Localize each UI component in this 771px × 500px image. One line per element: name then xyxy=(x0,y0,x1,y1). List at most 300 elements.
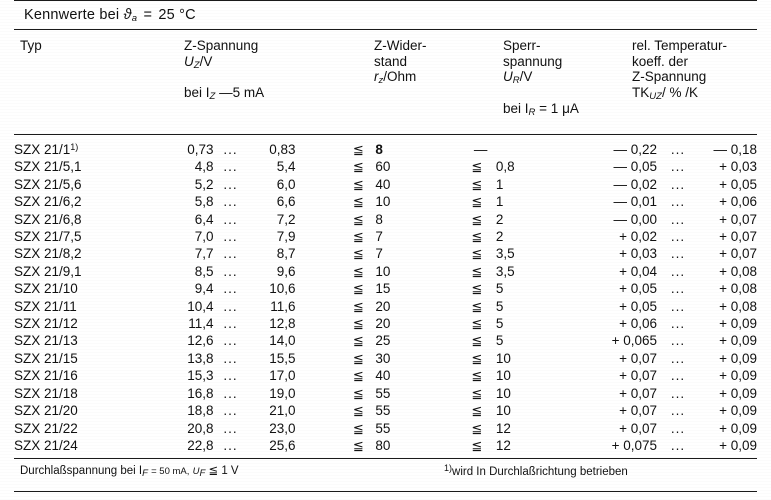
table-body xyxy=(14,139,757,454)
cell-reverse-voltage xyxy=(466,139,585,158)
table-row xyxy=(14,298,757,315)
tk-min: — 0,22 xyxy=(613,142,657,157)
cell-zener-resistance xyxy=(347,211,466,228)
cell-zener-resistance xyxy=(347,263,466,280)
cell-zener-voltage xyxy=(160,263,348,280)
tk-max: + 0,09 xyxy=(719,437,757,453)
rz-value: 40 xyxy=(375,176,391,192)
header-typ-line1: Typ xyxy=(20,38,42,53)
uz-max: 6,0 xyxy=(276,176,296,192)
cell-zener-resistance xyxy=(347,228,466,245)
table-row xyxy=(14,211,757,228)
rz-less-equal: ≦ xyxy=(352,211,364,227)
uz-range-dots: ... xyxy=(223,142,238,157)
ur-less-equal: ≦ xyxy=(471,368,483,384)
ur-less-equal: ≦ xyxy=(471,263,483,279)
header-rz-unit: /Ohm xyxy=(383,69,417,84)
rz-less-equal: ≦ xyxy=(352,333,364,349)
uz-range-dots: ... xyxy=(223,298,238,314)
tk-max: + 0,07 xyxy=(719,211,757,227)
caption-equals: = xyxy=(143,7,153,23)
cell-temperature-coefficient xyxy=(585,158,757,175)
table-row xyxy=(14,139,757,158)
cell-reverse-voltage xyxy=(466,158,585,175)
cell-temperature-coefficient xyxy=(585,263,757,280)
rz-less-equal: ≦ xyxy=(352,194,364,210)
cell-zener-voltage xyxy=(160,367,348,384)
footnote-left-value: ≦ 1 V xyxy=(208,465,239,478)
type-label: SZX 21/16 xyxy=(14,368,78,384)
tk-range-dots: ... xyxy=(670,229,686,245)
cell-zener-resistance xyxy=(347,176,466,193)
type-label: SZX 21/6,8 xyxy=(14,211,82,227)
cell-zener-voltage xyxy=(160,176,348,193)
tk-range-dots: ... xyxy=(670,333,686,349)
footnote-right-sup: 1) xyxy=(444,463,453,474)
uz-max: 9,6 xyxy=(276,263,296,279)
cell-temperature-coefficient xyxy=(585,385,757,402)
tk-max: + 0,08 xyxy=(719,281,757,297)
tk-range-dots: ... xyxy=(670,420,686,436)
uz-range-dots: ... xyxy=(223,194,238,210)
ur-less-equal: ≦ xyxy=(471,194,483,210)
footnote-right-text: wird In Durchlaßrichtung betrieben xyxy=(452,466,628,479)
rz-less-equal: ≦ xyxy=(352,420,364,436)
header-col-tk xyxy=(632,38,727,104)
ur-less-equal: ≦ xyxy=(471,229,483,245)
tk-range-dots: ... xyxy=(670,194,686,210)
cell-type xyxy=(14,315,160,332)
cell-zener-resistance xyxy=(347,298,466,315)
cell-zener-resistance xyxy=(347,315,466,332)
cell-zener-voltage xyxy=(160,245,348,262)
tk-max: + 0,06 xyxy=(719,194,757,210)
header-uz-line1: Z-Spannung xyxy=(184,38,259,53)
uz-range-dots: ... xyxy=(223,159,238,175)
uz-max: 6,6 xyxy=(276,194,296,210)
rz-less-equal: ≦ xyxy=(352,229,364,245)
header-tk-line2: koeff. der xyxy=(632,53,689,69)
cell-zener-voltage xyxy=(160,211,348,228)
header-col-rz xyxy=(374,38,427,89)
uz-min: 12,6 xyxy=(187,333,214,349)
uz-max: 19,0 xyxy=(269,385,296,401)
cell-temperature-coefficient xyxy=(585,139,757,158)
tk-min: + 0,04 xyxy=(619,263,657,279)
table-row xyxy=(14,420,757,437)
tk-min: — 0,05 xyxy=(613,159,657,175)
tk-min: + 0,07 xyxy=(619,420,657,436)
cell-zener-resistance xyxy=(347,437,466,454)
tk-min: + 0,02 xyxy=(619,229,657,245)
cell-zener-voltage xyxy=(160,385,348,402)
header-ur-line1: Sperr- xyxy=(503,38,541,53)
header-ur-symbol: U xyxy=(503,69,513,84)
type-label: SZX 21/1 xyxy=(14,142,71,157)
header-rz-line1: Z-Wider- xyxy=(374,38,427,53)
ur-less-equal: ≦ xyxy=(471,176,483,192)
header-col-uz xyxy=(184,38,264,105)
tk-range-dots: ... xyxy=(670,142,686,157)
ur-less-equal: ≦ xyxy=(471,350,483,366)
tk-min: + 0,06 xyxy=(619,316,657,332)
characteristics-table xyxy=(14,139,757,454)
cell-reverse-voltage xyxy=(466,228,585,245)
cell-zener-resistance xyxy=(347,350,466,367)
type-label: SZX 21/8,2 xyxy=(14,246,82,262)
cell-temperature-coefficient xyxy=(585,315,757,332)
type-footnote-marker: 1) xyxy=(70,142,79,152)
table-caption xyxy=(14,1,757,29)
uz-max: 15,5 xyxy=(269,350,296,366)
type-label: SZX 21/18 xyxy=(14,385,78,401)
ur-value: 5 xyxy=(495,281,504,297)
rz-value: 55 xyxy=(375,420,391,436)
header-ur-symbol-sub: R xyxy=(512,75,520,86)
cell-type xyxy=(14,367,160,384)
type-label: SZX 21/6,2 xyxy=(14,194,82,210)
rz-value: 55 xyxy=(375,403,391,419)
table-row xyxy=(14,193,757,210)
ur-less-equal: ≦ xyxy=(471,437,483,453)
tk-range-dots: ... xyxy=(670,263,686,279)
header-tk-line3: Z-Spannung xyxy=(632,69,707,84)
cell-zener-resistance xyxy=(347,193,466,210)
cell-reverse-voltage xyxy=(466,193,585,210)
header-col-typ xyxy=(20,38,42,54)
cell-zener-resistance xyxy=(347,367,466,384)
uz-min: 13,8 xyxy=(187,350,214,366)
ur-less-equal: ≦ xyxy=(471,281,483,297)
cell-zener-voltage xyxy=(160,280,348,297)
cell-type xyxy=(14,298,160,315)
table-row xyxy=(14,437,757,454)
tk-min: + 0,07 xyxy=(619,368,657,384)
tk-max: + 0,09 xyxy=(719,403,757,419)
ur-less-equal: ≦ xyxy=(471,420,483,436)
rz-less-equal: ≦ xyxy=(352,385,364,401)
cell-zener-voltage xyxy=(160,315,348,332)
uz-min: 10,4 xyxy=(187,298,214,314)
table-row xyxy=(14,176,757,193)
type-label: SZX 21/5,6 xyxy=(14,176,82,192)
cell-zener-resistance xyxy=(347,280,466,297)
cell-type xyxy=(14,437,160,454)
cell-type xyxy=(14,332,160,349)
header-ur-cond-text: bei I xyxy=(503,100,529,116)
uz-min: 15,3 xyxy=(187,368,214,384)
type-label: SZX 21/15 xyxy=(14,350,78,366)
ur-value: 5 xyxy=(495,316,504,332)
header-ur-line3 xyxy=(503,69,579,89)
rz-less-equal: ≦ xyxy=(352,298,364,314)
cell-zener-resistance xyxy=(347,139,466,158)
table-footer xyxy=(14,459,757,485)
tk-min: + 0,07 xyxy=(619,350,657,366)
uz-max: 17,0 xyxy=(269,368,296,384)
cell-type xyxy=(14,263,160,280)
table-row xyxy=(14,367,757,384)
cell-zener-resistance xyxy=(347,158,466,175)
uz-max: 11,6 xyxy=(270,298,296,314)
table-row xyxy=(14,245,757,262)
header-tk-line1: rel. Temperatur- xyxy=(632,38,728,53)
ur-value: 12 xyxy=(495,420,511,436)
type-label: SZX 21/7,5 xyxy=(14,229,82,245)
ur-less-equal: ≦ xyxy=(471,298,483,314)
uz-max: 14,0 xyxy=(269,333,296,349)
table-row xyxy=(14,350,757,367)
header-ur-unit: /V xyxy=(519,69,533,84)
cell-reverse-voltage xyxy=(466,367,585,384)
cell-type xyxy=(14,211,160,228)
cell-temperature-coefficient xyxy=(585,437,757,454)
tk-min: + 0,075 xyxy=(611,437,657,453)
caption-text: Kennwerte bei xyxy=(24,7,120,23)
uz-min: 6,4 xyxy=(194,211,214,227)
cell-type xyxy=(14,228,160,245)
cell-temperature-coefficient xyxy=(585,280,757,297)
ur-value: 10 xyxy=(495,385,511,401)
header-ur-cond-sub: R xyxy=(528,106,536,118)
ur-less-equal: ≦ xyxy=(471,403,483,419)
uz-min: 7,0 xyxy=(194,229,214,245)
header-ur-line2: spannung xyxy=(503,53,563,69)
table-row xyxy=(14,158,757,175)
cell-type xyxy=(14,420,160,437)
rz-value: 10 xyxy=(375,194,391,210)
cell-type xyxy=(14,402,160,419)
tk-range-dots: ... xyxy=(670,246,686,262)
cell-type xyxy=(14,280,160,297)
header-uz-line2 xyxy=(184,54,264,74)
rz-less-equal: ≦ xyxy=(352,176,364,192)
footnote-forward-voltage xyxy=(20,463,239,479)
rz-less-equal: ≦ xyxy=(352,350,364,366)
cell-temperature-coefficient xyxy=(585,332,757,349)
header-uz-symbol-sub: Z xyxy=(193,59,200,71)
header-rz-symbol: r xyxy=(374,69,379,84)
ur-value: 3,5 xyxy=(495,263,515,279)
uz-min: 4,8 xyxy=(194,159,214,175)
ur-less-equal: ≦ xyxy=(471,246,483,262)
rz-value: 40 xyxy=(375,368,391,384)
uz-min: 20,8 xyxy=(187,420,214,436)
uz-max: 23,0 xyxy=(269,420,296,436)
tk-min: — 0,00 xyxy=(613,211,657,227)
tk-max: + 0,05 xyxy=(719,176,757,192)
ur-value: 0,8 xyxy=(495,159,515,175)
cell-zener-voltage xyxy=(160,298,348,315)
ur-value: 2 xyxy=(495,229,504,245)
tk-range-dots: ... xyxy=(670,368,686,384)
caption-value: 25 °C xyxy=(158,7,196,23)
tk-min: + 0,07 xyxy=(619,385,657,401)
ur-value: — xyxy=(473,142,488,157)
tk-range-dots: ... xyxy=(670,385,686,401)
table-row xyxy=(14,332,757,349)
uz-min: 11,4 xyxy=(188,316,214,332)
rz-value: 25 xyxy=(375,333,391,349)
rz-value: 8 xyxy=(375,142,383,157)
uz-range-dots: ... xyxy=(223,246,238,262)
uz-range-dots: ... xyxy=(223,385,238,401)
cell-type xyxy=(14,350,160,367)
rz-value: 30 xyxy=(375,350,391,366)
tk-max: + 0,09 xyxy=(719,333,757,349)
cell-zener-voltage xyxy=(160,193,348,210)
rz-less-equal: ≦ xyxy=(352,281,364,297)
uz-max: 7,9 xyxy=(276,229,296,245)
tk-range-dots: ... xyxy=(670,159,686,175)
cell-reverse-voltage xyxy=(466,211,585,228)
cell-zener-voltage xyxy=(160,158,348,175)
table-row xyxy=(14,280,757,297)
uz-range-dots: ... xyxy=(223,437,238,453)
tk-min: + 0,05 xyxy=(619,281,657,297)
tk-range-dots: ... xyxy=(670,211,686,227)
uz-min: 16,8 xyxy=(187,385,214,401)
header-uz-symbol: U xyxy=(184,53,194,69)
header-col-ur xyxy=(503,38,579,120)
ur-less-equal: ≦ xyxy=(471,385,483,401)
cell-type xyxy=(14,158,160,175)
type-label: SZX 21/11 xyxy=(14,298,77,314)
cell-zener-voltage xyxy=(160,228,348,245)
header-tk-symbol-sub: UZ xyxy=(649,90,662,102)
footnote-left-text: Durchlaßspannung bei I xyxy=(20,465,143,478)
tk-min: + 0,065 xyxy=(611,333,657,349)
uz-max: 8,7 xyxy=(276,246,296,262)
cell-zener-voltage xyxy=(160,402,348,419)
tk-max: + 0,09 xyxy=(719,316,757,332)
header-uz-cond-sub: Z xyxy=(209,91,216,102)
cell-type xyxy=(14,176,160,193)
cell-reverse-voltage xyxy=(466,315,585,332)
cell-temperature-coefficient xyxy=(585,193,757,210)
header-rz-symbol-sub: z xyxy=(378,75,384,86)
ur-less-equal: ≦ xyxy=(471,316,483,332)
uz-range-dots: ... xyxy=(223,333,238,349)
table-row xyxy=(14,263,757,280)
type-label: SZX 21/20 xyxy=(14,403,78,419)
tk-max: + 0,08 xyxy=(719,298,757,314)
page-bottom-rule xyxy=(14,491,757,492)
rz-less-equal: ≦ xyxy=(352,142,364,157)
type-label: SZX 21/10 xyxy=(14,281,78,297)
ur-value: 1 xyxy=(495,194,504,210)
ur-value: 10 xyxy=(495,403,511,419)
rz-value: 60 xyxy=(375,159,391,175)
table-header xyxy=(14,30,757,134)
table-row xyxy=(14,385,757,402)
uz-range-dots: ... xyxy=(223,176,238,192)
rz-value: 10 xyxy=(375,263,391,279)
rz-value: 7 xyxy=(375,246,383,262)
cell-reverse-voltage xyxy=(466,350,585,367)
cell-type xyxy=(14,245,160,262)
tk-max: + 0,07 xyxy=(719,229,757,245)
uz-range-dots: ... xyxy=(223,403,238,419)
footnote-marked-type xyxy=(444,463,628,478)
rz-value: 15 xyxy=(375,281,391,297)
uz-range-dots: ... xyxy=(223,350,238,366)
tk-range-dots: ... xyxy=(670,350,686,366)
cell-reverse-voltage xyxy=(466,280,585,297)
cell-temperature-coefficient xyxy=(585,211,757,228)
cell-zener-resistance xyxy=(347,420,466,437)
tk-max: + 0,09 xyxy=(719,420,757,436)
cell-zener-voltage xyxy=(160,139,348,158)
cell-zener-resistance xyxy=(347,245,466,262)
uz-range-dots: ... xyxy=(223,211,238,227)
rz-value: 20 xyxy=(375,298,391,314)
cell-temperature-coefficient xyxy=(585,402,757,419)
ur-value: 5 xyxy=(495,298,504,314)
header-uz-unit: /V xyxy=(199,53,213,69)
tk-range-dots: ... xyxy=(670,316,686,332)
ur-value: 12 xyxy=(495,437,511,453)
ur-value: 3,5 xyxy=(495,246,515,262)
cell-temperature-coefficient xyxy=(585,350,757,367)
cell-reverse-voltage xyxy=(466,263,585,280)
uz-max: 21,0 xyxy=(269,403,296,419)
header-uz-condition xyxy=(184,85,264,105)
uz-max: 25,6 xyxy=(269,437,296,453)
header-uz-cond-val: —5 mA xyxy=(219,85,265,100)
caption-symbol: ϑ xyxy=(123,7,132,23)
cell-reverse-voltage xyxy=(466,298,585,315)
uz-min: 18,8 xyxy=(187,403,214,419)
tk-range-dots: ... xyxy=(670,437,686,453)
ur-less-equal: ≦ xyxy=(471,159,483,175)
cell-temperature-coefficient xyxy=(585,228,757,245)
footnote-uf-sub: F xyxy=(199,468,206,480)
type-label: SZX 21/22 xyxy=(14,420,78,436)
cell-reverse-voltage xyxy=(466,402,585,419)
uz-max: 12,8 xyxy=(269,316,296,332)
uz-max: 10,6 xyxy=(269,281,296,297)
cell-temperature-coefficient xyxy=(585,298,757,315)
tk-min: — 0,02 xyxy=(613,176,657,192)
type-label: SZX 21/9,1 xyxy=(14,263,82,279)
footnote-uf-symbol: U xyxy=(192,466,200,478)
cell-zener-voltage xyxy=(160,332,348,349)
type-label: SZX 21/13 xyxy=(14,333,78,349)
uz-range-dots: ... xyxy=(223,229,238,245)
header-tk-symbol: TK xyxy=(632,84,650,100)
cell-temperature-coefficient xyxy=(585,420,757,437)
tk-max: + 0,09 xyxy=(719,350,757,366)
type-label: SZX 21/24 xyxy=(14,437,78,453)
cell-zener-resistance xyxy=(347,402,466,419)
cell-reverse-voltage xyxy=(466,245,585,262)
ur-less-equal: ≦ xyxy=(471,333,483,349)
footnote-left-cond: = 50 mA, xyxy=(151,466,190,478)
cell-temperature-coefficient xyxy=(585,245,757,262)
tk-min: + 0,05 xyxy=(619,298,657,314)
cell-type xyxy=(14,193,160,210)
cell-reverse-voltage xyxy=(466,420,585,437)
uz-range-dots: ... xyxy=(223,263,238,279)
cell-zener-voltage xyxy=(160,350,348,367)
rz-value: 7 xyxy=(375,229,383,245)
ur-value: 5 xyxy=(495,333,504,349)
header-tk-line4 xyxy=(632,85,727,105)
rz-less-equal: ≦ xyxy=(352,263,364,279)
header-ur-cond-val: = 1 μA xyxy=(539,100,579,116)
ur-value: 2 xyxy=(495,211,504,227)
